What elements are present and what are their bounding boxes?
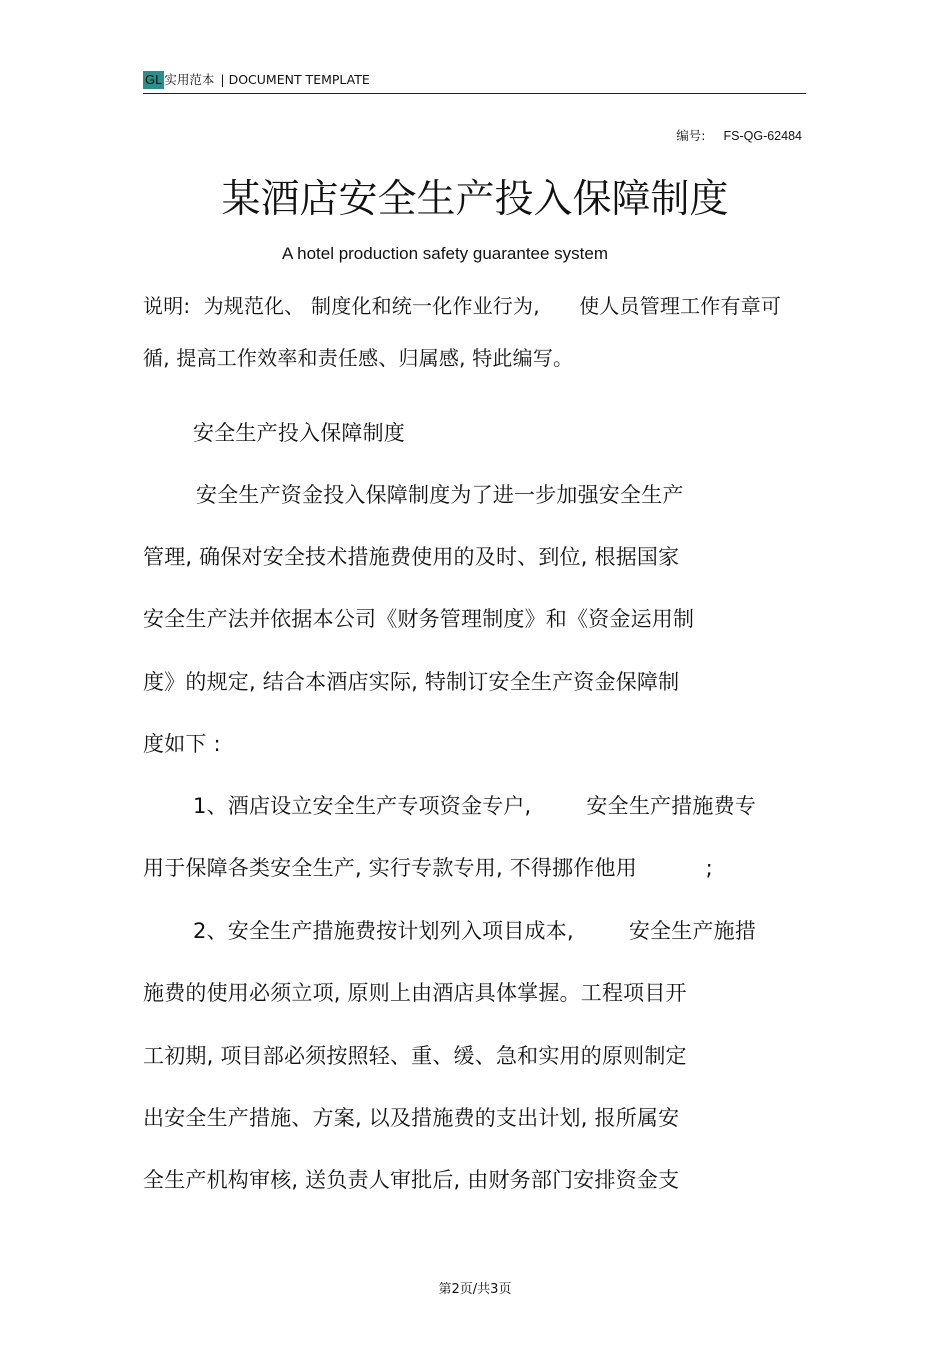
brand-logo: GL — [145, 72, 163, 87]
document-header — [143, 71, 806, 94]
document-number — [676, 126, 802, 144]
header-separator: | — [220, 72, 225, 87]
body-line: 度》的规定, 结合本酒店实际, 特制订安全生产资金保障制 — [143, 670, 680, 694]
header-template-label: DOCUMENT TEMPLATE — [228, 72, 370, 87]
body-line: 全生产机构审核, 送负责人审批后, 由财务部门安排资金支 — [143, 1168, 680, 1192]
body-line: 安全生产资金投入保障制度为了进一步加强安全生产 — [196, 483, 684, 507]
body-line: 管理, 确保对安全技术措施费使用的及时、到位, 根据国家 — [143, 545, 680, 569]
body-line: 2、安全生产措施费按计划列入项目成本, 安全生产施措 — [193, 919, 757, 943]
page-footer: 第2页/共3页 — [438, 1282, 512, 1297]
document-subtitle: A hotel production safety guarantee system — [281, 244, 609, 263]
body-line: 出安全生产措施、方案, 以及措施费的支出计划, 报所属安 — [143, 1106, 680, 1130]
body-line: 工初期, 项目部必须按照轻、重、缓、急和实用的原则制定 — [143, 1044, 687, 1068]
document-number-value: FS-QG-62484 — [723, 129, 802, 143]
intro-line: 循, 提高工作效率和责任感、归属感, 特此编写。 — [143, 346, 574, 370]
body-line: 安全生产法并依据本公司《财务管理制度》和《资金运用制 — [143, 607, 695, 631]
body-line: 施费的使用必须立项, 原则上由酒店具体掌握。工程项目开 — [143, 981, 687, 1005]
intro-line: 说明: 为规范化、 制度化和统一化作业行为, 使人员管理工作有章可 — [143, 294, 782, 318]
body-line: 度如下 : — [143, 732, 221, 756]
document-title: 某酒店安全生产投入保障制度 — [221, 177, 729, 222]
section-heading: 安全生产投入保障制度 — [193, 421, 405, 445]
brand-name: 实用范本 — [164, 72, 215, 87]
document-number-label: 编号: — [676, 128, 706, 143]
body-line: 1、酒店设立安全生产专项资金专户, 安全生产措施费专 — [193, 794, 757, 818]
body-line: 用于保障各类安全生产, 实行专款专用, 不得挪作他用 ; — [143, 856, 713, 880]
